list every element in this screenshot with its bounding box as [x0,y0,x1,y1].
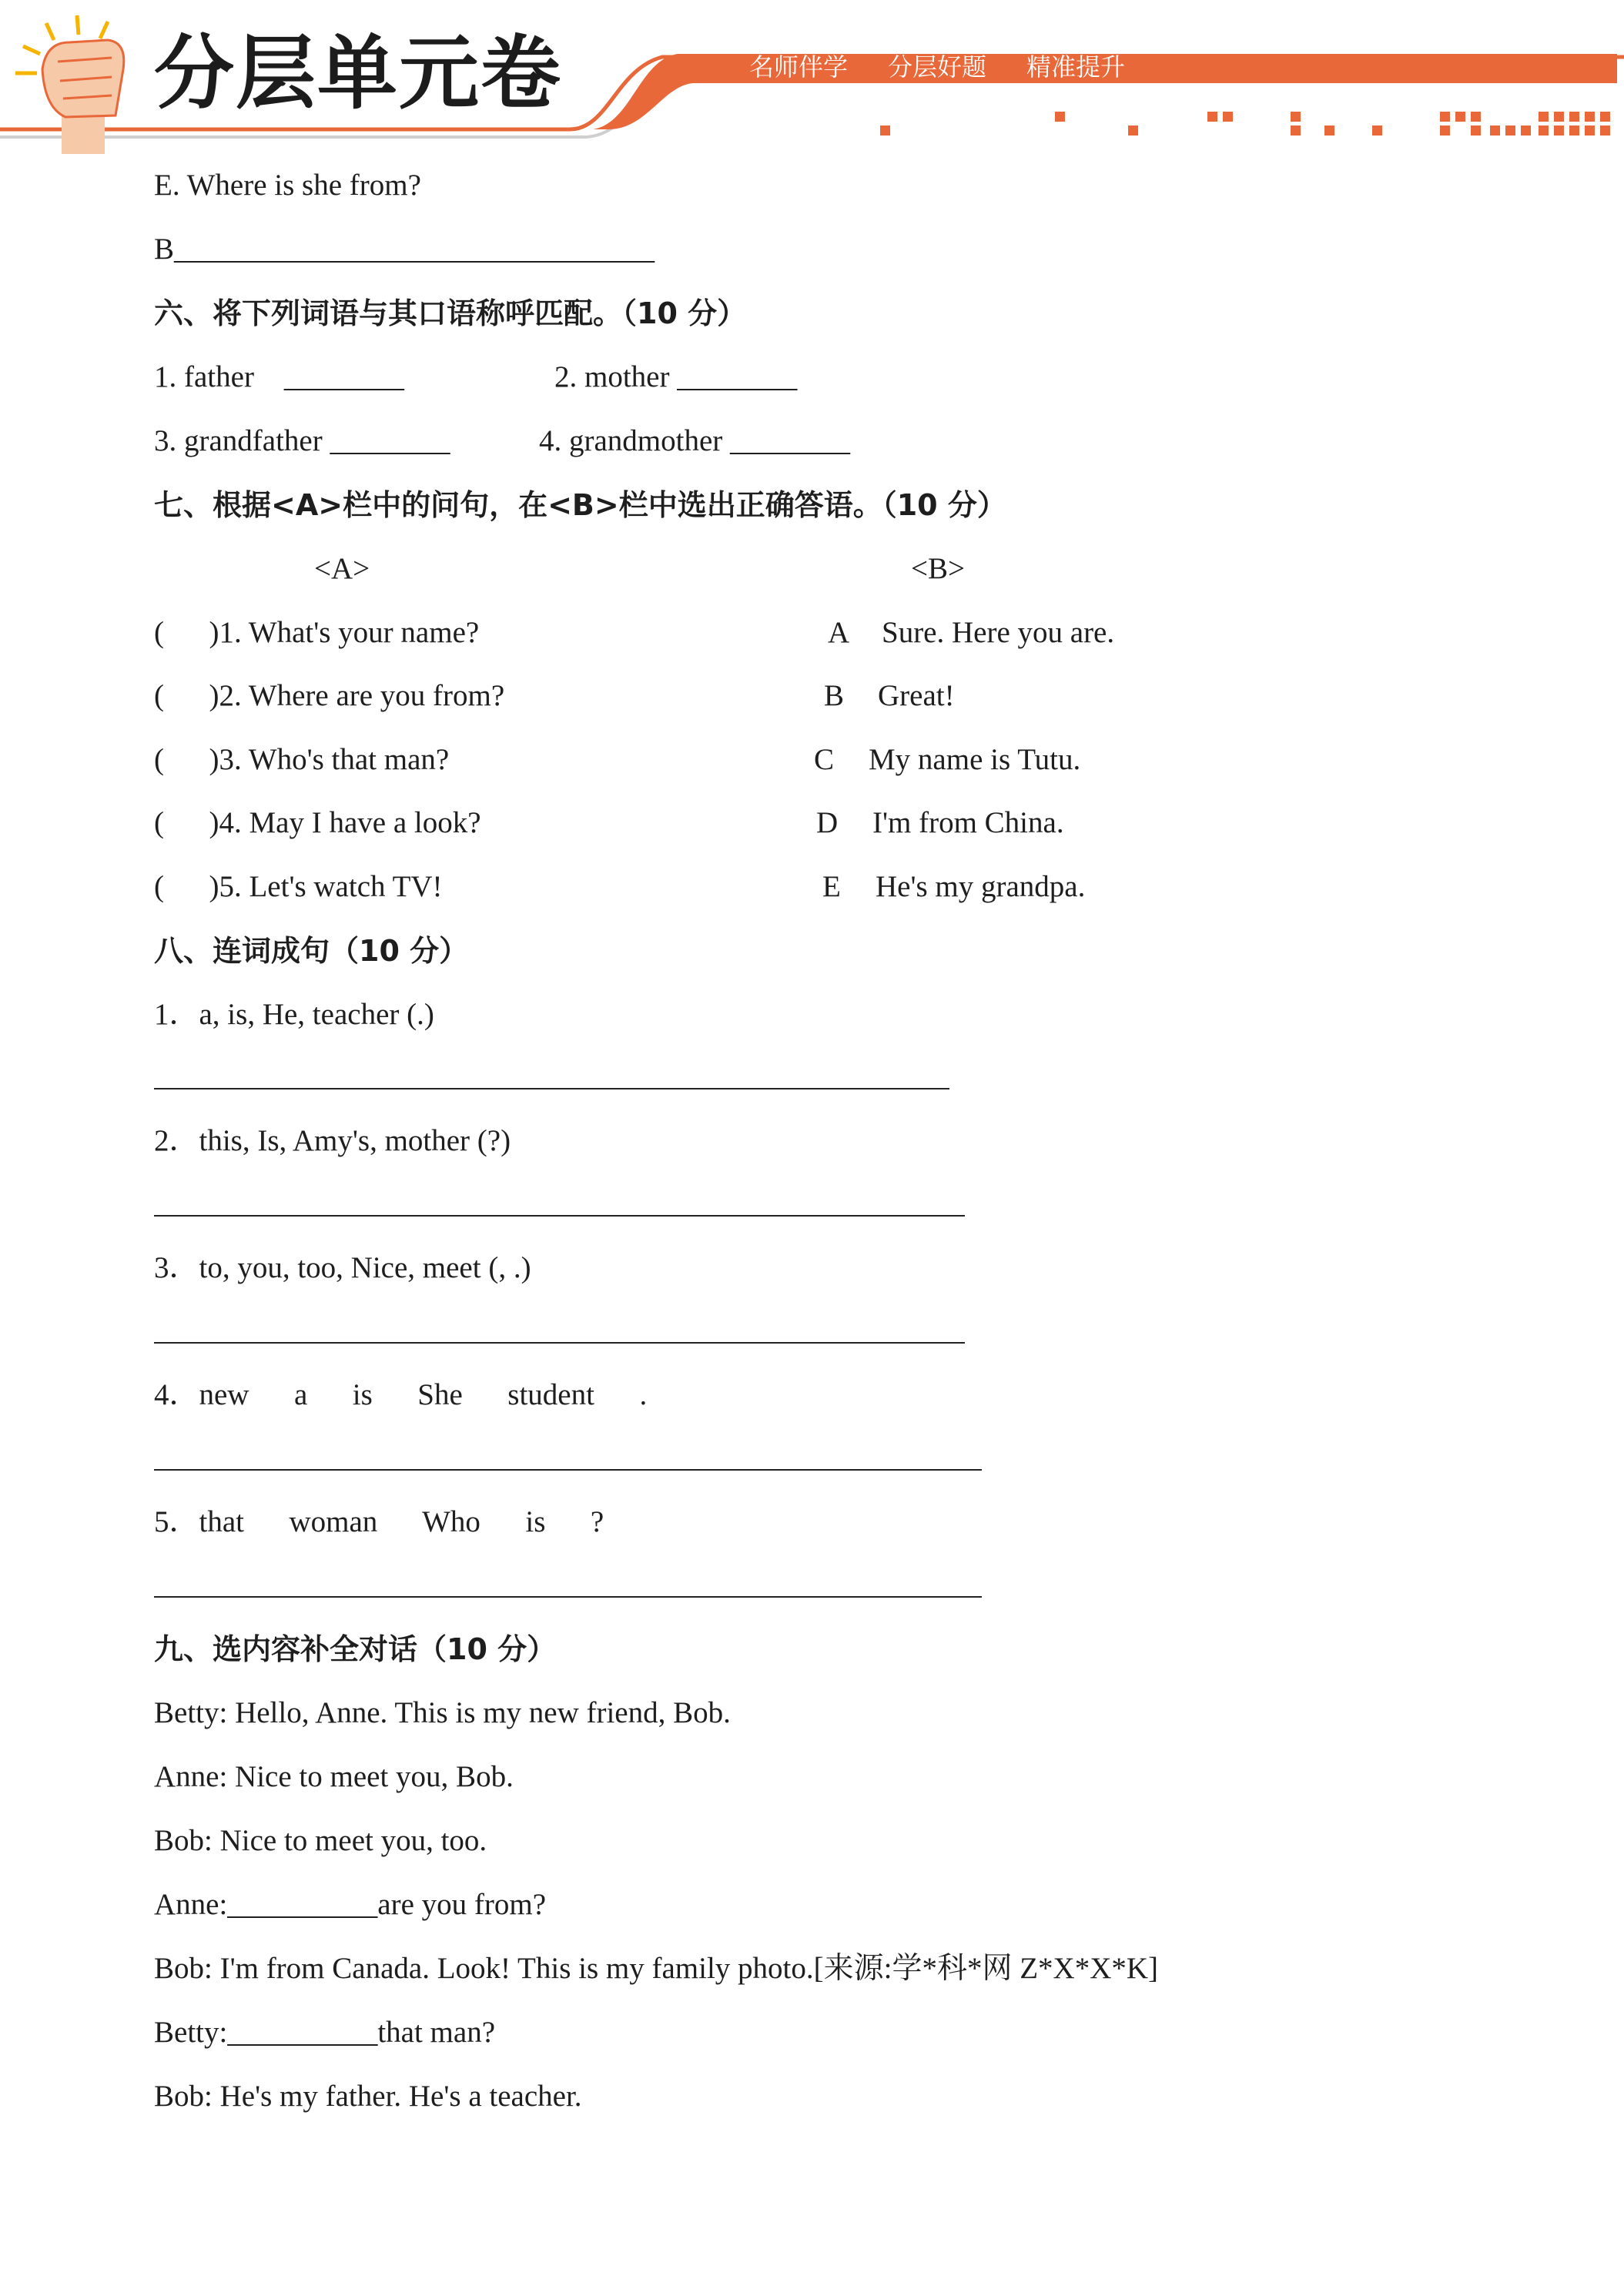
slogan-2: 分层好题 [888,52,987,82]
s8-item-4: 4．new a is She student . [154,1378,648,1411]
answer-d: I'm from China. [872,806,1064,839]
answer-rule-2 [154,1215,965,1217]
question-5: ( )5. Let's watch TV! [154,870,443,903]
dialogue-line-6: Betty:__________that man? [154,2016,496,2049]
s6-item-4: 4. grandmother ________ [539,424,851,457]
answer-b: Great! [878,679,955,712]
answer-letter-e: E [822,870,841,903]
dialogue-line-7: Bob: He's my father. He's a teacher. [154,2080,582,2113]
s6-item-3: 3. grandfather ________ [154,424,450,457]
dialogue-line-5: Bob: I'm from Canada. Look! This is my family photo.[来源:学*科*网 Z*X*X*K] [154,1952,1159,1985]
s6-item-1: 1. father ________ [154,360,404,393]
section-7-title: 七、根据<A>栏中的问句，在<B>栏中选出正确答语。（10 分） [154,488,1006,522]
s8-item-5: 5．that woman Who is ? [154,1505,604,1538]
slogan-3: 精准提升 [1026,52,1126,82]
fist-logo-icon [15,15,124,154]
dialogue-line-4: Anne:__________are you from? [154,1888,547,1921]
question-1: ( )1. What's your name? [154,616,480,649]
page-header [0,0,1624,158]
answer-a: Sure. Here you are. [882,616,1115,649]
s8-item-3: 3．to, you, too, Nice, meet (, .) [154,1251,531,1284]
answer-rule-4 [154,1469,982,1471]
decorative-dots [880,112,1610,136]
column-b-header: <B> [911,552,966,585]
answer-letter-b: B [824,679,845,712]
answer-letter-a: A [828,616,850,649]
s8-item-2: 2．this, Is, Amy's, mother (?) [154,1124,511,1157]
section-8-title: 八、连词成句（10 分） [154,934,469,968]
answer-rule-5 [154,1596,982,1598]
answer-rule-1 [154,1088,949,1089]
dialogue-line-2: Anne: Nice to meet you, Bob. [154,1760,514,1793]
dialogue-line-1: Betty: Hello, Anne. This is my new friend, Bob. [154,1696,731,1729]
answer-c: My name is Tutu. [869,743,1081,776]
column-a-header: <A> [314,552,370,585]
section-6-title: 六、将下列词语与其口语称呼匹配。（10 分） [154,296,747,330]
answer-letter-c: C [814,743,835,776]
s8-item-1: 1．a, is, He, teacher (.) [154,998,434,1031]
brand-title: 分层单元卷 [154,26,563,120]
question-2: ( )2. Where are you from? [154,679,505,712]
question-3: ( )3. Who's that man? [154,743,450,776]
answer-e: He's my grandpa. [876,870,1086,903]
section-9-title: 九、选内容补全对话（10 分） [154,1632,557,1666]
slogan-1: 名师伴学 [749,52,849,82]
option-e: E. Where is she from? [154,169,421,202]
s6-item-2: 2. mother ________ [554,360,798,393]
answer-rule-3 [154,1342,965,1344]
answer-letter-d: D [816,806,839,839]
question-4: ( )4. May I have a look? [154,806,481,839]
answer-line-b: B________________________________ [154,233,655,266]
dialogue-line-3: Bob: Nice to meet you, too. [154,1824,487,1857]
